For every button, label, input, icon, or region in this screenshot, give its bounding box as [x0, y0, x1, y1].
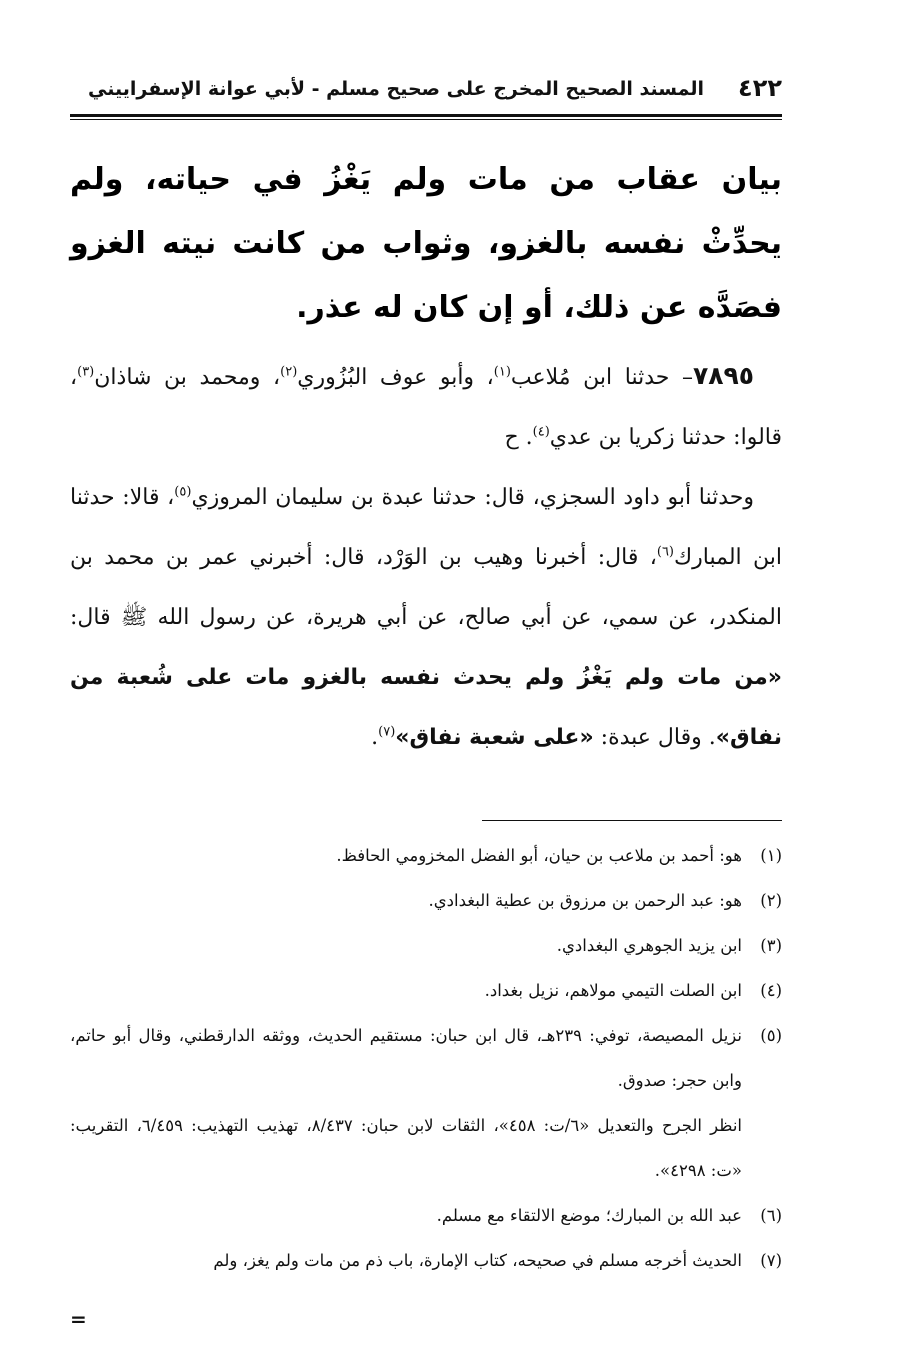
hadith-text-segment: . ح: [504, 425, 533, 450]
hadith-text-segment: ، ومحمد بن شاذان: [94, 365, 281, 390]
footnote-ref-7[interactable]: (٧): [378, 724, 396, 740]
footnotes: [70, 833, 782, 1342]
footnote-marker: (٤): [760, 981, 782, 1000]
footnote: [70, 968, 782, 1013]
hadith-text-segment: ، قال: أخبرنا وهيب بن الوَرْد، قال: أخبرني عمر بن محمد بن المنكدر، عن سمي، عن أبي صالح، عن أبي هريرة، عن رسول الله ﷺ قال:: [70, 545, 782, 630]
hadith-text-segment: ، وأبو عوف البُزُوري: [297, 365, 494, 390]
footnote: [70, 833, 782, 878]
hadith-matn-variant: «على شعبة نفاق»: [395, 725, 594, 750]
footnote-marker: (٥): [760, 1026, 782, 1045]
chapter-heading: بيان عقاب من مات ولم يَغْزُ في حياته، ولم يحدِّثْ نفسه بالغزو، وثواب من كانت نيته الغزو فصَدَّه عن ذلك، أو إن كان له عذر.: [70, 162, 782, 325]
running-header: [70, 64, 782, 108]
page-number: ٤٢٢: [738, 74, 782, 102]
hadith-paragraph-2: [70, 468, 782, 768]
footnote-continuation-paragraph: [70, 1103, 782, 1193]
footnote-text: هو: عبد الرحمن بن مرزوق بن عطية البغدادي.: [428, 891, 742, 910]
footnote-text: ابن يزيد الجوهري البغدادي.: [556, 936, 742, 955]
footnote-text: انظر الجرح والتعديل «٦/ت: ٤٥٨»، الثقات لابن حبان: ٨/٤٣٧، تهذيب التهذيب: ٦/٤٥٩، التقريب: «ت: ٤٢٩٨».: [70, 1116, 743, 1180]
footnote-ref-6[interactable]: (٦): [656, 544, 674, 560]
hadith-text-segment: .: [371, 725, 379, 750]
running-title: المسند الصحيح المخرج على صحيح مسلم - لأبي عوانة الإسفراييني: [88, 78, 704, 100]
footnote: [70, 1193, 782, 1238]
footnote: [70, 1013, 782, 1103]
footnote-text: عبد الله بن المبارك؛ موضع الالتقاء مع مسلم.: [436, 1206, 742, 1225]
hadith-matn: «من مات ولم يَغْزُ ولم يحدث نفسه بالغزو مات على شُعبة من نفاق»: [70, 665, 782, 750]
hadith-text-segment: – حدثنا ابن مُلاعب: [510, 365, 693, 390]
footnote-marker: (٧): [760, 1251, 782, 1270]
hadith-text: [70, 346, 782, 768]
footnote-ref-2[interactable]: (٢): [280, 364, 298, 380]
footnote-ref-1[interactable]: (١): [493, 364, 511, 380]
hadith-paragraph-1: [70, 346, 782, 468]
footnote-text: نزيل المصيصة، توفي: ٢٣٩هـ، قال ابن حبان: مستقيم الحديث، ووثقه الدارقطني، وقال أبو حاتم، وابن حجر: صدوق.: [70, 1026, 742, 1090]
footnote-ref-5[interactable]: (٥): [174, 484, 192, 500]
footnote-text: هو: أحمد بن ملاعب بن حيان، أبو الفضل المخزومي الحافظ.: [336, 846, 742, 865]
hadith-number: ٧٨٩٥: [692, 361, 755, 390]
footnote-continuation-mark: =: [70, 1307, 87, 1331]
footnote-text: ابن الصلت التيمي مولاهم، نزيل بغداد.: [484, 981, 742, 1000]
footnote-ref-4[interactable]: (٤): [532, 424, 550, 440]
footnote-separator: [482, 820, 782, 821]
footnote-marker: (٣): [760, 936, 782, 955]
header-rule-thin: [70, 119, 782, 120]
footnote-marker: (١): [760, 846, 782, 865]
footnote-marker: (٦): [760, 1206, 782, 1225]
footnote: [70, 923, 782, 968]
footnote: [70, 1238, 782, 1283]
hadith-text-segment: ، قالا: حدثنا ابن المبارك: [70, 485, 783, 570]
hadith-text-segment: ، قالوا: حدثنا زكريا بن عدي: [70, 365, 782, 450]
footnote-text: الحديث أخرجه مسلم في صحيحه، كتاب الإمارة، باب ذم من مات ولم يغز، ولم: [213, 1251, 742, 1270]
header-rule-thick: [70, 114, 782, 117]
footnote-ref-3[interactable]: (٣): [77, 364, 95, 380]
book-page: [70, 64, 782, 1334]
hadith-text-segment: وحدثنا أبو داود السجزي، قال: حدثنا عبدة بن سليمان المروزي: [191, 485, 754, 510]
footnote-marker: (٢): [760, 891, 782, 910]
footnote: [70, 878, 782, 923]
hadith-text-segment: . وقال عبدة:: [593, 725, 716, 750]
